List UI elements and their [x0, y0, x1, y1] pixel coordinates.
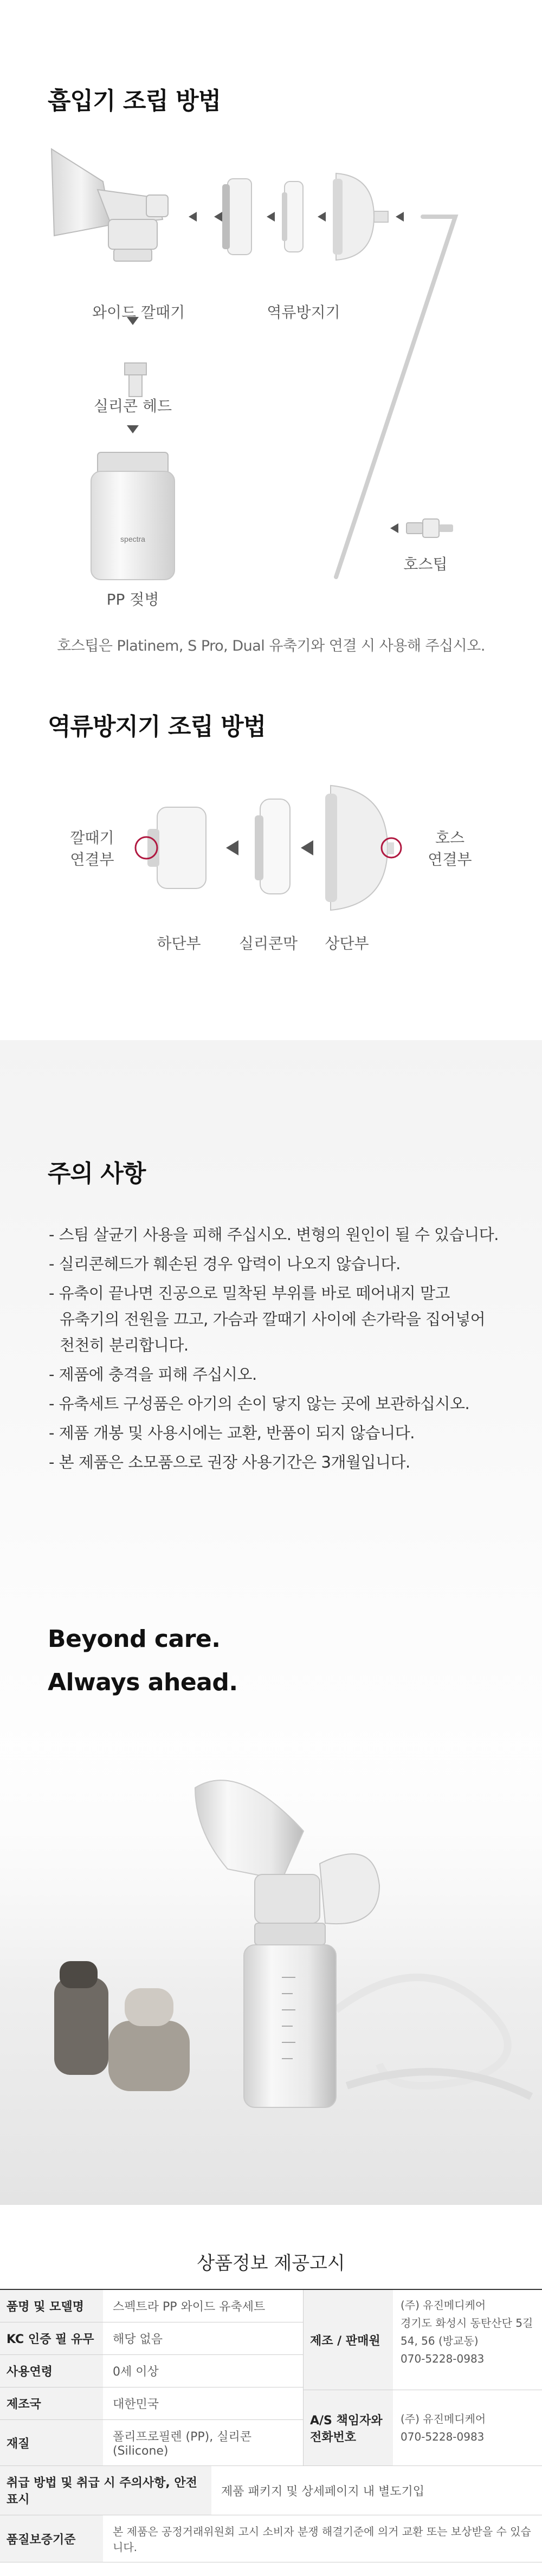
wide-flange-part — [51, 149, 168, 261]
info-label: A/S 책임자와 — [310, 2413, 383, 2428]
silicone-head-part — [125, 363, 146, 397]
info-value: 070-5228-0983 — [401, 2352, 485, 2365]
valve-bottom-part — [222, 179, 251, 255]
label-top-part: 상단부 — [325, 935, 369, 952]
table-row — [0, 2355, 303, 2387]
info-value: 070-5228-0983 — [401, 2430, 485, 2443]
label-wide-flange: 와이드 깔때기 — [92, 303, 185, 321]
caution-item: - 스팀 살균기 사용을 피해 주십시오. 변형의 원인이 될 수 있습니다. — [49, 1225, 499, 1244]
info-label: 전화번호 — [310, 2430, 357, 2444]
info-label: 사용연령 — [0, 2355, 103, 2387]
info-label: 제조국 — [0, 2387, 103, 2419]
info-label: 재질 — [0, 2420, 103, 2465]
caution-item: 유축기의 전원을 끄고, 가슴과 깔때기 사이에 손가락을 집어넣어 — [60, 1310, 486, 1328]
info-label: 품질보증기준 — [0, 2515, 103, 2562]
table-row — [0, 2322, 303, 2355]
arrow-left-2 — [214, 212, 222, 222]
arrow-left-8 — [301, 840, 313, 855]
arrow-left-1 — [189, 212, 197, 222]
info-title: 상품정보 제공고시 — [197, 2253, 345, 2274]
info-value: 제품 패키지 및 상세페이지 내 별도기입 — [221, 2484, 424, 2499]
label-hose-connector-2: 연결부 — [428, 851, 472, 868]
valve-bottom-large — [136, 807, 206, 888]
arrow-left-7 — [226, 840, 238, 855]
info-value: 대한민국 — [113, 2398, 159, 2411]
assembly-title: 흡입기 조립 방법 — [48, 87, 221, 115]
product-photo — [0, 1706, 542, 2205]
info-value: 스펙트라 PP 와이드 유축세트 — [113, 2300, 266, 2314]
info-value: 해당 없음 — [113, 2333, 163, 2346]
info-value: (주) 유진메디케어 — [401, 2299, 486, 2312]
info-label: 제조 / 판매원 — [304, 2290, 393, 2390]
label-pp-bottle: PP 젖병 — [106, 591, 159, 608]
info-value: 폴리프로필렌 (PP), 실리콘 (Silicone) — [113, 2430, 251, 2458]
table-row — [0, 2466, 542, 2515]
label-silicone-head: 실리콘 헤드 — [93, 397, 172, 415]
info-table — [0, 2289, 542, 2562]
pp-bottle-part — [91, 452, 175, 580]
info-value: 경기도 화성시 동탄산단 5길 — [401, 2317, 533, 2330]
table-row — [0, 2420, 303, 2465]
arrow-left-4 — [318, 212, 326, 222]
caution-list — [49, 1222, 515, 1478]
caution-item: - 유축이 끝나면 진공으로 밀착된 부위를 바로 떼어내지 말고 — [49, 1284, 450, 1302]
valve-assembly-title: 역류방지기 조립 방법 — [48, 713, 266, 741]
label-flange-connector-2: 연결부 — [70, 851, 114, 868]
valve-top-large — [325, 786, 401, 910]
membrane-large — [255, 799, 290, 894]
valve-top-part — [333, 173, 388, 260]
valve-membrane-part — [282, 181, 303, 252]
arrow-left-3 — [267, 212, 275, 222]
slogan-line-1: Beyond care. — [48, 1625, 221, 1653]
table-row — [0, 2515, 542, 2562]
label-hose-tip: 호스팁 — [403, 555, 448, 573]
hose-tip-part — [406, 519, 453, 537]
label-bottom-part: 하단부 — [157, 935, 201, 952]
info-label: KC 인증 필 유무 — [0, 2322, 103, 2354]
info-label: 취급 방법 및 취급 시 주의사항, 안전표시 — [0, 2466, 211, 2515]
table-row — [0, 2290, 303, 2322]
hose-tip-note: 호스팁은 Platinem, S Pro, Dual 유축기와 연결 시 사용해 주십시오. — [57, 638, 485, 654]
info-value: 54, 56 (방교동) — [401, 2334, 479, 2347]
caution-item: - 제품에 충격을 피해 주십시오. — [49, 1365, 257, 1384]
info-value: 0세 이상 — [113, 2365, 159, 2379]
info-value: 본 제품은 공정거래위원회 고시 소비자 분쟁 해결기준에 의거 교환 또는 보상받을 수 있습니다. — [113, 2525, 531, 2554]
caution-title: 주의 사항 — [48, 1160, 146, 1188]
caution-item: 천천히 분리합니다. — [60, 1336, 189, 1354]
info-label: 품명 및 모델명 — [0, 2290, 103, 2322]
label-valve: 역류방지기 — [267, 303, 340, 321]
arrow-left-6 — [390, 523, 398, 533]
label-membrane: 실리콘막 — [238, 935, 298, 952]
slogan-line-2: Always ahead. — [48, 1669, 238, 1696]
caution-item: - 유축세트 구성품은 아기의 손이 닿지 않는 곳에 보관하십시오. — [49, 1394, 470, 1413]
table-row — [0, 2387, 303, 2420]
caution-item: - 제품 개봉 및 사용시에는 교환, 반품이 되지 않습니다. — [49, 1424, 415, 1442]
bottle-brand-text: spectra — [120, 535, 145, 543]
caution-item: - 실리콘헤드가 훼손된 경우 압력이 나오지 않습니다. — [49, 1255, 401, 1273]
arrow-left-5 — [396, 212, 404, 222]
assembly-diagram — [0, 125, 542, 591]
label-flange-connector-1: 깔때기 — [70, 829, 114, 847]
arrow-down-2 — [127, 425, 139, 433]
label-hose-connector-1: 호스 — [435, 829, 465, 847]
caution-item: - 본 제품은 소모품으로 권장 사용기간은 3개월입니다. — [49, 1453, 410, 1471]
info-value: (주) 유진메디케어 — [401, 2412, 486, 2425]
